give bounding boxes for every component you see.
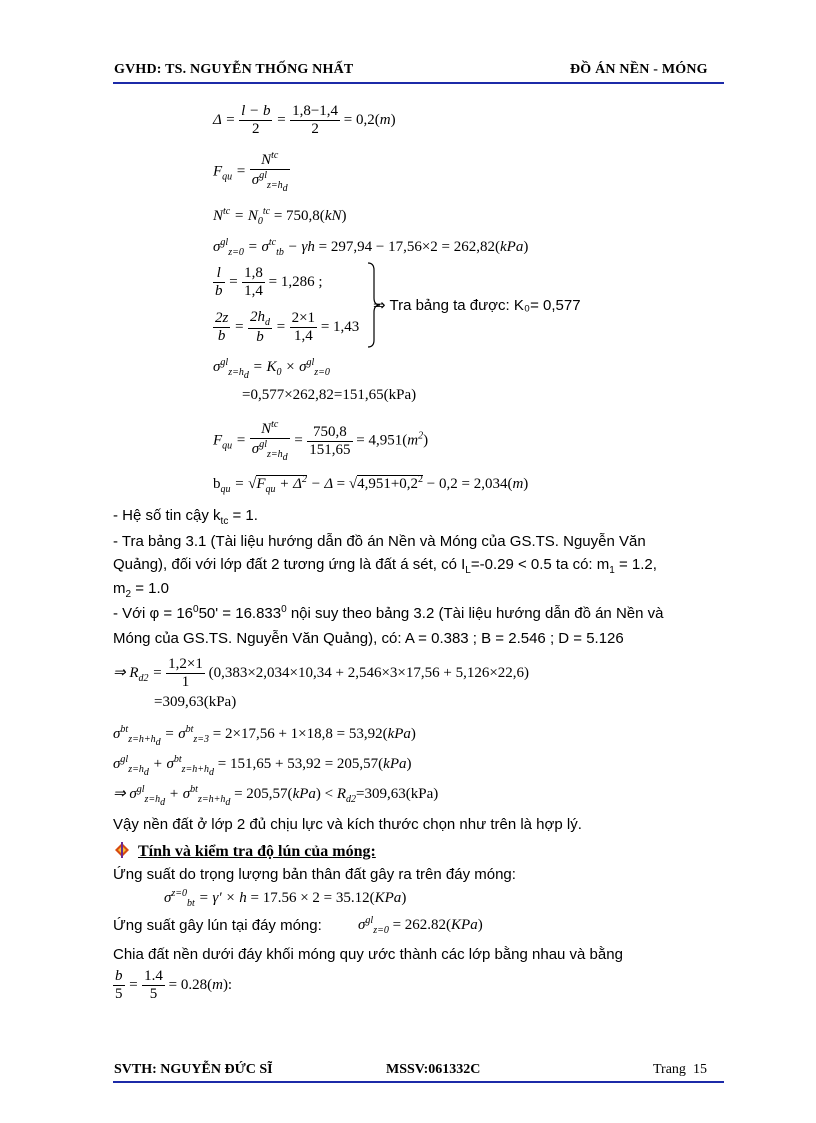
eq-b5: $\frac{b}{5}$ = $\frac{1.4}{5}$ = 0.28(m): <box>115 968 233 1002</box>
header-right: ĐỒ ÁN NỀN - MÓNG <box>570 62 708 77</box>
eq-rd2-val: =309,63(kPa) <box>154 694 237 710</box>
footer-page-number: 15 <box>692 1062 707 1077</box>
tra-bang-result: ⇒ Tra bảng ta được: K₀= 0,577 <box>373 297 581 314</box>
footer-student: SVTH: NGUYỄN ĐỨC SĨ <box>114 1062 273 1077</box>
ktc-end: = 1. <box>232 507 258 524</box>
p2-end: =-0.29 < 0.5 ta có: m <box>470 556 610 573</box>
p3-sub: 2 <box>125 589 132 600</box>
para-tra-bang-1: - Tra bảng 3.1 (Tài liệu hướng dẫn đồ án Nền và Móng của GS.TS. Nguyễn Văn <box>113 533 646 550</box>
p4-pre: - Với φ = 16 <box>113 605 194 622</box>
p2-text: Quảng), đối với lớp đất 2 tương ứng là đất á sét, có I <box>113 556 466 573</box>
eq-bqu: $b_{qu} = √F_{qu} + \Delta^2 - \Delta = √4,951+0,2^2 - 0,2 = 2,034(m)$ <box>213 474 529 495</box>
eq-sbt: $\sigma^{bt}_{z=h+h_d} = \sigma^{bt}_{z=3} = 2\times 17,56 + 1\times 18,8 = 53,92(kPa)$ <box>113 724 416 748</box>
eq-rd2: ⇒ $R_{d2}$ = $\frac{1,2\times 1}{1}$ (0,383×2,034×10,34 + 2,546×3×17,56 + 5,126×22,6) <box>113 656 530 690</box>
conclusion-text: Vậy nền đất ở lớp 2 đủ chịu lực và kích thước chọn như trên là hợp lý. <box>113 816 582 833</box>
p4-mid: 50' = 16.833 <box>198 605 282 622</box>
p4-sup2: 0 <box>281 604 287 615</box>
p2-m1: 1 <box>609 565 615 576</box>
ung-suat-1: Ứng suất do trọng lượng bản thân đất gây ra trên đáy móng: <box>113 866 516 883</box>
footer-page-label: Trang <box>653 1062 686 1077</box>
eq-ssum: $\sigma^{gl}_{z=h_d} + \sigma^{bt}_{z=h+h_d} = 151,65 + 53,92 = 205,57(kPa)$ <box>113 754 412 778</box>
footer-mssv: MSSV:061332C <box>386 1062 481 1077</box>
chia-dat-text: Chia đất nền dưới đáy khối móng quy ước thành các lớp bằng nhau và bằng <box>113 946 623 963</box>
para-noi-suy-2: Móng của GS.TS. Nguyễn Văn Quảng), có: A = 0.383 ; B = 2.546 ; D = 5.126 <box>113 630 624 647</box>
eq-fqu: $F_{qu}$ = $\frac{N^{tc}}{\sigma^{gl}_{z=h_d}}$ <box>213 150 288 194</box>
eq-sigma-hd-val: =0,577×262,82=151,65(kPa) <box>242 387 417 403</box>
section-heading: Tính và kiểm tra độ lún của móng: <box>138 843 376 860</box>
p2-sub: L <box>465 565 471 576</box>
eq-fqu-val: $F_{qu}$ = $\frac{N^{tc}}{\sigma^{gl}_{z=h_d}}$ = $\frac{750,8}{151,65}$ = $4,951(m^2)$ <box>213 419 429 463</box>
para-m2 <box>113 580 169 600</box>
footer-rule <box>113 1081 724 1083</box>
header-rule <box>113 82 724 84</box>
para-tra-bang-2 <box>113 556 657 576</box>
ktc-sub: tc <box>220 516 229 527</box>
eq-delta: Δ = $\frac{l - b}{2}$ = $\frac{1,8-1,4}{2}$ = 0,2(m) <box>213 103 396 137</box>
eq-zb: $\frac{2z}{b}$ = $\frac{2h_d}{b}$ = $\frac{2\times 1}{1,4}$ = 1,43 <box>215 309 360 345</box>
eq-lb: $\frac{l}{b}$ = $\frac{1,8}{1,4}$ = 1,286 ; <box>215 265 323 299</box>
p2-m1v: = 1.2, <box>614 556 657 573</box>
eq-ntc: $N^{tc} = N_0^{tc} = 750,8(kN)$ <box>213 206 347 227</box>
bullet-icon <box>114 842 130 858</box>
ktc-text: - Hệ số tin cậy k <box>113 507 221 524</box>
p3-text: m <box>113 580 126 597</box>
ung-suat-2: Ứng suất gây lún tại đáy móng: <box>113 917 322 934</box>
eq-sgl0: $\sigma^{gl}_{z=0} = 262.82(KPa)$ <box>358 915 483 936</box>
footer-page <box>653 1062 707 1078</box>
eq-sigma0: $\sigma^{gl}_{z=0} = \sigma^{tc}_{tb} - \gamma h = 297,94 - 17,56\times 2 = 262,82(kPa)$ <box>213 237 529 258</box>
para-noi-suy-1 <box>113 604 663 622</box>
eq-sigma-hd: $\sigma^{gl}_{z=h_d} = K_0 \times \sigma^{gl}_{z=0}$ <box>213 357 330 381</box>
eq-scheck: ⇒ $\sigma^{gl}_{z=h_d} + \sigma^{bt}_{z=h+h_d} = 205,57(kPa) < R_{d2}=309,63(kPa)$ <box>113 784 439 808</box>
eq-sbt0: $\sigma^{z=0}_{bt} = \gamma' \times h = 17.56 \times 2 = 35.12(KPa)$ <box>164 888 407 909</box>
p4-end: nội suy theo bảng 3.2 (Tài liệu hướng dẫn đồ án Nền và <box>286 605 664 622</box>
p3-end: = 1.0 <box>131 580 170 597</box>
he-so-tin-cay <box>113 507 258 527</box>
header-left: GVHD: TS. NGUYỄN THỐNG NHẤT <box>114 62 354 77</box>
p4-sup1: 0 <box>193 604 199 615</box>
